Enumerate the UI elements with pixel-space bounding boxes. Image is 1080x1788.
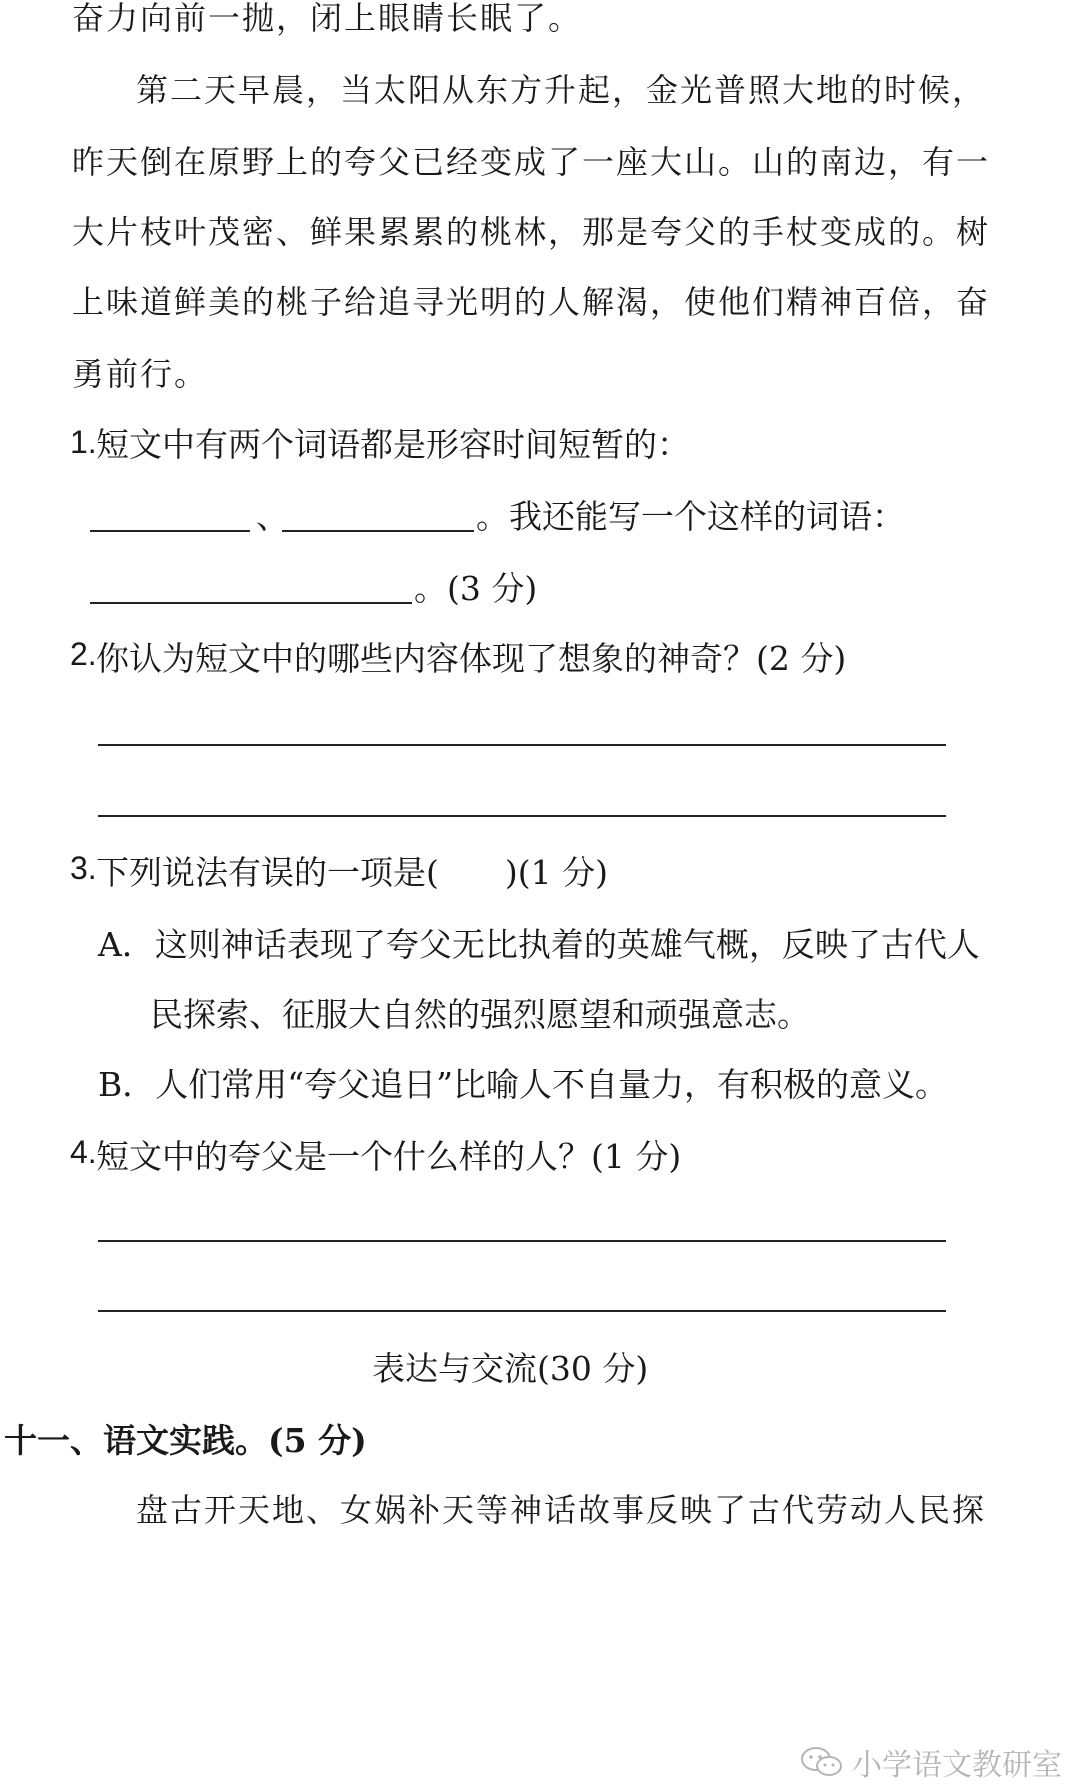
section-title: 表达与交流(30 分) — [372, 1349, 649, 1388]
option-a: A．这则神话表现了夸父无比执着的英雄气概，反映了古代人 — [98, 925, 980, 964]
answer-blank[interactable] — [282, 530, 474, 532]
answer-line[interactable] — [98, 1240, 946, 1242]
answer-blank[interactable] — [90, 530, 250, 532]
question-3-text: 下列说法有误的一项是( )(1 分) — [96, 853, 608, 892]
question-1-score: 。(3 分) — [414, 569, 538, 608]
watermark — [800, 1740, 1062, 1784]
part-heading: 十一、语文实践。(5 分) — [4, 1421, 367, 1460]
question-number: 3. — [70, 850, 97, 886]
wechat-icon — [800, 1745, 844, 1779]
passage-line: 奋力向前一抛，闭上眼睛长眠了。 — [72, 0, 583, 37]
question-number: 2. — [70, 636, 97, 672]
question-number: 1. — [70, 424, 97, 460]
passage-line: 第二天早晨，当太阳从东方升起，金光普照大地的时候， — [136, 71, 987, 109]
question-4-text: 短文中的夸父是一个什么样的人？(1 分) — [96, 1137, 682, 1176]
answer-line[interactable] — [98, 815, 946, 817]
answer-line[interactable] — [98, 1310, 946, 1312]
question-2-text: 你认为短文中的哪些内容体现了想象的神奇？(2 分) — [96, 639, 847, 678]
separator: 、 — [256, 497, 289, 536]
option-b: B．人们常用“夸父追日”比喻人不自量力，有积极的意义。 — [98, 1065, 948, 1104]
part-text: 盘古开天地、女娲补天等神话故事反映了古代劳动人民探 — [136, 1491, 987, 1529]
question-number: 4. — [70, 1134, 97, 1170]
passage-line: 上味道鲜美的桃子给追寻光明的人解渴，使他们精神百倍，奋 — [72, 283, 991, 321]
question-1-text: 短文中有两个词语都是形容时间短暂的： — [96, 425, 690, 464]
watermark-text: 小学语文教研室 — [852, 1748, 1062, 1783]
question-1-follow: 。我还能写一个这样的词语： — [476, 497, 905, 536]
passage-line: 昨天倒在原野上的夸父已经变成了一座大山。山的南边，有一 — [72, 143, 991, 181]
passage-line: 勇前行。 — [72, 355, 209, 393]
passage-line: 大片枝叶茂密、鲜果累累的桃林，那是夸父的手杖变成的。树 — [72, 213, 991, 251]
option-a-cont: 民探索、征服大自然的强烈愿望和顽强意志。 — [150, 995, 810, 1034]
answer-blank[interactable] — [90, 602, 412, 604]
answer-line[interactable] — [98, 744, 946, 746]
